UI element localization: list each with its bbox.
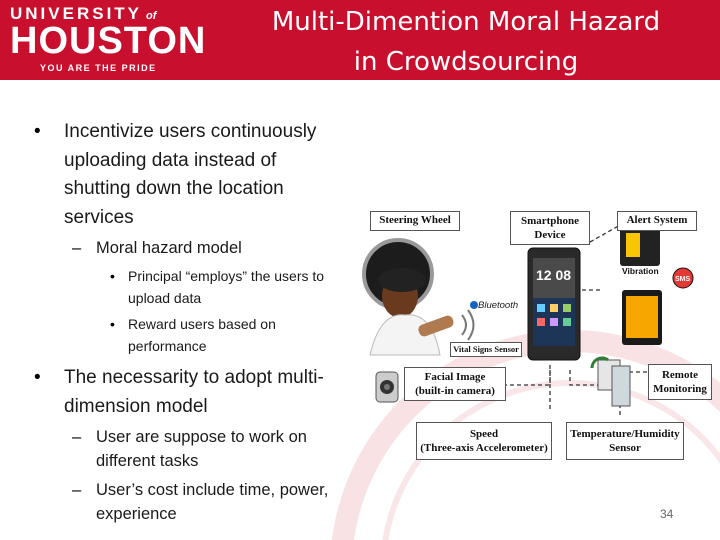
dash-marker: – [72, 428, 82, 446]
bullet-incentivize: Incentivize users continuously uploading data instead of shutting down the location services [64, 121, 317, 228]
bluetooth-label: Bluetooth [478, 300, 519, 311]
speed-box: Speed (Three-axis Accelerometer) [416, 422, 552, 460]
remote-computer-icon [592, 358, 630, 406]
dash-marker: – [72, 481, 82, 499]
logo-line2: HOUSTON [10, 20, 207, 62]
title-line2: in Crowdsourcing [353, 47, 579, 77]
sms-label: SMS [675, 276, 691, 283]
bullet-marker-small: • [110, 268, 115, 284]
logo-of: of [146, 10, 157, 22]
logo-line1: UNIVERSITY [10, 4, 143, 23]
header-bar [0, 0, 720, 80]
alert-phone-image [620, 228, 693, 345]
remote-monitoring-box: Remote Monitoring [648, 364, 712, 400]
bullet-principal: Principal “employs” the users to upload data [128, 268, 325, 306]
driver-figure [364, 240, 455, 355]
bullet-necessarity: The necessarity to adopt multi- dimension model [64, 367, 324, 417]
bullet-moral-hazard: Moral hazard model [96, 239, 242, 257]
bullet-marker: • [34, 121, 41, 142]
vital-signs-box: Vital Signs Sensor [450, 342, 522, 357]
camera-icon [376, 372, 398, 402]
university-logo [0, 0, 212, 80]
smartphone-image [528, 248, 580, 360]
dash-marker: – [72, 239, 82, 257]
bullet-user-cost: User’s cost include time, power, experience [96, 481, 329, 523]
title-line1: Multi-Dimention Moral Hazard [271, 7, 661, 37]
bullet-marker-small: • [110, 316, 115, 332]
steering-wheel-box: Steering Wheel [370, 211, 460, 231]
smartphone-box: Smartphone Device [510, 211, 590, 245]
logo-tagline: YOU ARE THE PRIDE [40, 63, 157, 73]
slide-title [212, 2, 720, 82]
page-number: 34 [660, 507, 674, 521]
vibration-label: Vibration [622, 266, 659, 276]
bullet-user-tasks: User are suppose to work on different tasks [96, 428, 307, 470]
signal-waves-icon [462, 310, 474, 340]
facial-image-box: Facial Image (built-in camera) [404, 367, 506, 401]
phone-time: 12 08 [536, 267, 572, 283]
bluetooth-icon [470, 301, 478, 309]
bullet-reward: Reward users based on performance [128, 316, 276, 354]
alert-system-box: Alert System [617, 211, 697, 231]
temperature-humidity-box: Temperature/Humidity Sensor [566, 422, 684, 460]
bullet-marker: • [34, 367, 41, 388]
